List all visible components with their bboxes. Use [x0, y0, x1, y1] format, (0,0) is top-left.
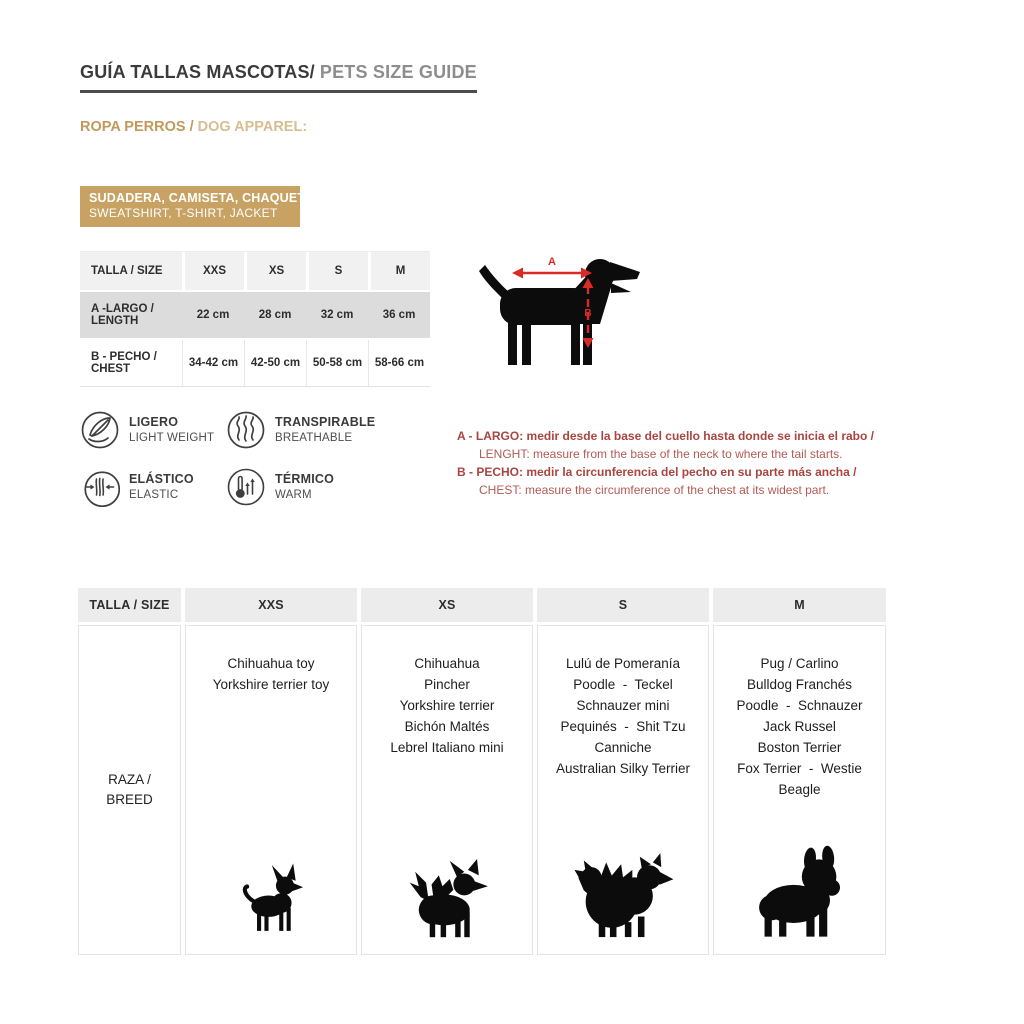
- note-a-spanish: A - LARGO: medir desde la base del cuello hasta donde se inicia el rabo /: [457, 429, 874, 443]
- measure-label-a: A: [548, 256, 556, 268]
- chest-xs-value: 42-50 cm: [244, 340, 306, 387]
- chest-s-value: 50-58 cm: [306, 340, 368, 387]
- breed-size-table: [78, 588, 890, 955]
- length-s-value: 32 cm: [306, 292, 368, 338]
- size-table-header-xs: XS: [244, 252, 306, 290]
- labrador-silhouette: [479, 259, 640, 365]
- raza-label-line1: RAZA /: [108, 772, 151, 787]
- breed-list-s: Lulú de Pomeranía Poodle - Teckel Schnauzer mini Pequinés - Shit Tzu Canniche Australian Silky Terrier: [555, 656, 691, 776]
- size-table-header-s: S: [306, 252, 368, 290]
- length-m-value: 36 cm: [368, 292, 430, 338]
- chest-row-label: B - PECHO / CHEST: [80, 340, 182, 387]
- breed-column-xs: [361, 625, 533, 955]
- feature-breathable: [226, 410, 446, 450]
- feature-name-en: BREATHABLE: [275, 431, 353, 444]
- feature-name-en: WARM: [275, 488, 312, 501]
- stretch-icon: [80, 467, 120, 507]
- labrador-measure-diagram: [468, 252, 658, 370]
- breed-table-body: [78, 625, 890, 955]
- breed-header-label: TALLA / SIZE: [78, 588, 181, 622]
- chest-xxs-value: 34-42 cm: [182, 340, 244, 387]
- size-table-header-xxs: XXS: [182, 252, 244, 290]
- measure-label-b: B: [584, 308, 592, 319]
- breed-row-label: [78, 625, 181, 955]
- title-spanish: GUÍA TALLAS MASCOTAS/: [80, 62, 315, 82]
- feature-name-es: TRANSPIRABLE: [275, 415, 376, 429]
- thermometer-icon: [226, 467, 266, 507]
- french-bulldog-silhouette: [750, 845, 850, 941]
- breed-column-xxs: [185, 625, 357, 955]
- garment-category-box: [80, 186, 318, 227]
- breed-list-xs: Chihuahua Pincher Yorkshire terrier Bichón Maltés Lebrel Italiano mini: [390, 656, 504, 755]
- raza-label-line2: BREED: [106, 792, 153, 807]
- category-spanish: SUDADERA, CAMISETA, CHAQUETA/: [89, 191, 318, 205]
- breed-header-s: S: [537, 588, 709, 622]
- pomeranian-silhouette: [567, 851, 679, 941]
- chest-m-value: 58-66 cm: [368, 340, 430, 387]
- title-english: PETS SIZE GUIDE: [319, 62, 477, 82]
- feature-elastic: [80, 467, 226, 507]
- category-english: SWEATSHIRT, T-SHIRT, JACKET: [89, 206, 278, 220]
- long-haired-chihuahua-silhouette: [397, 857, 497, 941]
- feature-warm: [226, 467, 446, 507]
- size-table-header-m: M: [368, 252, 430, 290]
- subtitle-spanish: ROPA PERROS /: [80, 119, 194, 135]
- size-measurements-table: [80, 251, 430, 387]
- page-title: [80, 62, 477, 93]
- breed-header-xxs: XXS: [185, 588, 357, 622]
- feather-icon: [80, 410, 120, 450]
- feature-name-es: LIGERO: [129, 415, 179, 429]
- breed-header-m: M: [713, 588, 886, 622]
- breed-list-m: Pug / Carlino Bulldog Franchés Poodle - Schnauzer Jack Russel Boston Terrier Fox Terrier - Westie Beagle: [736, 656, 863, 797]
- fabric-features: [80, 410, 446, 507]
- note-a-english: LENGHT: measure from the base of the neck to where the tail starts.: [479, 447, 843, 461]
- section-subtitle: [80, 119, 307, 135]
- feature-name-en: LIGHT WEIGHT: [129, 431, 215, 444]
- size-table-header-label: TALLA / SIZE: [80, 252, 182, 290]
- feature-lightweight: [80, 410, 226, 450]
- note-b-spanish: B - PECHO: medir la circunferencia del pecho en su parte más ancha /: [457, 465, 857, 479]
- breed-header-xs: XS: [361, 588, 533, 622]
- feature-name-es: ELÁSTICO: [129, 472, 194, 486]
- length-xs-value: 28 cm: [244, 292, 306, 338]
- chihuahua-silhouette: [234, 855, 308, 941]
- length-xxs-value: 22 cm: [182, 292, 244, 338]
- length-row-label: A -LARGO / LENGTH: [80, 292, 182, 338]
- measuring-instructions: [457, 427, 889, 499]
- breed-column-s: [537, 625, 709, 955]
- note-b-english: CHEST: measure the circumference of the chest at its widest part.: [479, 483, 830, 497]
- breed-list-xxs: Chihuahua toy Yorkshire terrier toy: [212, 656, 330, 692]
- subtitle-english: DOG APPAREL:: [197, 119, 308, 135]
- breed-column-m: [713, 625, 886, 955]
- breathable-icon: [226, 410, 266, 450]
- feature-name-en: ELASTIC: [129, 488, 179, 501]
- breed-table-header: [78, 588, 890, 622]
- feature-name-es: TÉRMICO: [275, 472, 335, 486]
